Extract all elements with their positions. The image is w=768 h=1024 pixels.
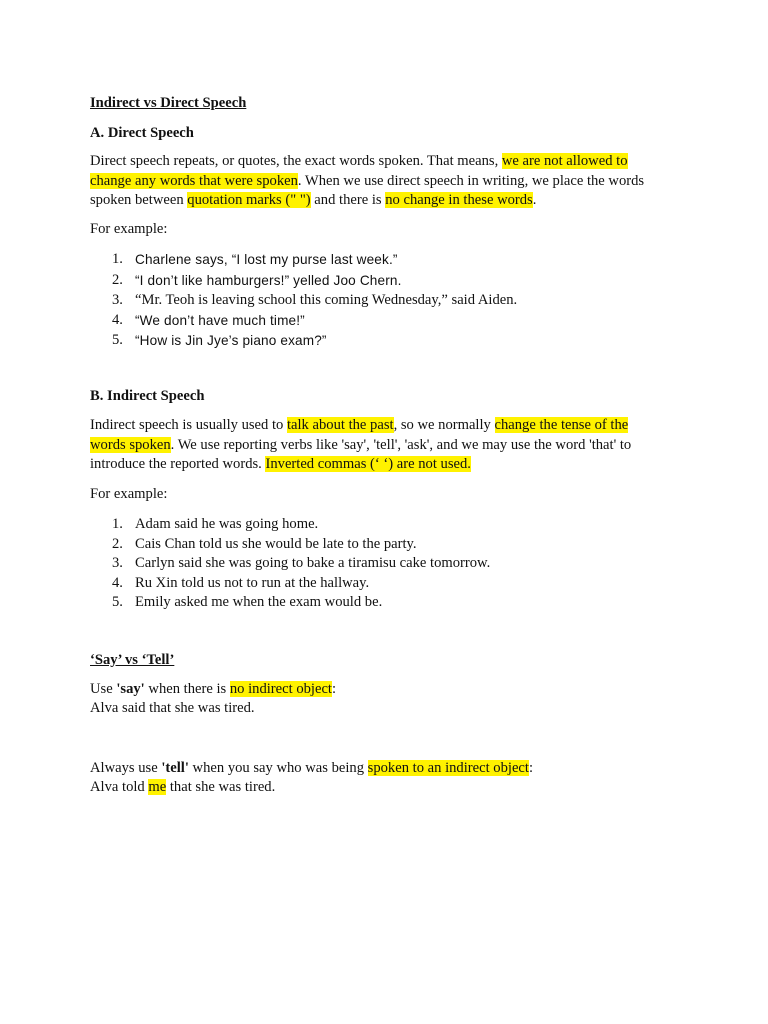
- text-span: and there is: [310, 192, 386, 208]
- highlight: change the tense of the: [494, 417, 629, 433]
- section-b-line-3: [90, 455, 660, 475]
- list-number: 1.: [112, 516, 123, 532]
- say-rule-line: [90, 680, 336, 700]
- text-span: Alva told: [90, 779, 149, 795]
- text-span: .: [532, 192, 537, 208]
- text-span: spoken between: [90, 192, 188, 208]
- list-item: [90, 574, 490, 594]
- text-span: Always use: [90, 760, 162, 776]
- list-item: [90, 593, 490, 613]
- text-span: that she was tired.: [166, 779, 276, 795]
- list-number: 5.: [112, 332, 123, 348]
- list-item: [90, 311, 517, 332]
- list-number: 5.: [112, 594, 123, 610]
- section-a-example-label: For example:: [90, 221, 168, 237]
- text-span: , so we normally: [393, 417, 495, 433]
- list-text: Emily asked me when the exam would be.: [135, 594, 383, 610]
- section-b-example-list: [90, 515, 490, 613]
- tell-rule-line: [90, 759, 533, 779]
- text-span: Indirect speech is usually used to: [90, 417, 287, 433]
- document-title: Indirect vs Direct Speech: [90, 95, 247, 111]
- list-number: 1.: [112, 251, 123, 267]
- section-a-paragraph: [90, 152, 660, 211]
- text-span: :: [331, 681, 337, 697]
- highlight: me: [148, 779, 167, 795]
- list-text: “Mr. Teoh is leaving school this coming Wednesday,” said Aiden.: [135, 292, 518, 308]
- section-b-line-2: [90, 436, 660, 456]
- text-span: :: [528, 760, 534, 776]
- list-text: Carlyn said she was going to bake a tiramisu cake tomorrow.: [135, 555, 491, 571]
- list-number: 3.: [112, 555, 123, 571]
- tell-example-line: [90, 778, 275, 798]
- list-item: [90, 535, 490, 555]
- section-b-heading: B. Indirect Speech: [90, 388, 205, 404]
- list-number: 3.: [112, 292, 123, 308]
- list-number: 4.: [112, 574, 123, 591]
- section-a-heading: A. Direct Speech: [90, 125, 194, 141]
- list-text: Cais Chan told us she would be late to the party.: [135, 535, 417, 552]
- list-item: [90, 331, 517, 352]
- section-a-line-3: [90, 191, 660, 211]
- highlight: Inverted commas (‘ ‘) are not used.: [265, 456, 471, 472]
- section-b-line-1: [90, 416, 660, 436]
- section-a-example-list: [90, 250, 517, 352]
- say-tell-heading: ‘Say’ vs ‘Tell’: [90, 652, 175, 668]
- section-b-example-label: For example:: [90, 486, 168, 502]
- list-number: 2.: [112, 271, 123, 288]
- highlight: spoken to an indirect object: [367, 760, 529, 776]
- text-span: . When we use direct speech in writing, we place the words: [297, 172, 645, 189]
- text-span: . We use reporting verbs like 'say', 'tell', 'ask', and we may use the word 'that' to: [170, 436, 632, 453]
- list-item: [90, 271, 517, 292]
- section-b-paragraph: [90, 416, 660, 475]
- list-text: Ru Xin told us not to run at the hallway.: [135, 574, 370, 591]
- text-span: Use: [90, 681, 117, 697]
- list-item: [90, 250, 517, 271]
- list-item: [90, 515, 490, 535]
- list-number: 2.: [112, 535, 123, 552]
- text-span: introduce the reported words.: [90, 456, 266, 472]
- highlight: talk about the past: [286, 417, 394, 433]
- highlight: no change in these words: [385, 192, 533, 208]
- list-number: 4.: [112, 311, 123, 328]
- highlight: quotation marks (" "): [187, 192, 311, 208]
- highlight: change any words that were spoken: [90, 172, 298, 189]
- section-a-line-2: [90, 172, 660, 192]
- keyword-say: 'say': [116, 681, 145, 697]
- say-example-line: Alva said that she was tired.: [90, 700, 255, 716]
- list-text: “How is Jin Jye’s piano exam?”: [135, 333, 327, 348]
- highlight: we are not allowed to: [501, 153, 628, 169]
- list-text: Adam said he was going home.: [135, 516, 319, 532]
- list-item: [90, 291, 517, 311]
- highlight: no indirect object: [229, 681, 332, 697]
- text-span: when you say who was being: [188, 760, 368, 776]
- section-a-line-1: [90, 152, 660, 172]
- list-text: “We don’t have much time!”: [135, 312, 305, 328]
- text-span: when there is: [144, 681, 230, 697]
- keyword-tell: 'tell': [161, 760, 189, 776]
- list-item: [90, 554, 490, 574]
- list-text: “I don’t like hamburgers!” yelled Joo Chern.: [135, 272, 402, 288]
- list-text: Charlene says, “I lost my purse last week.”: [135, 252, 398, 267]
- highlight: words spoken: [90, 436, 171, 453]
- text-span: Direct speech repeats, or quotes, the exact words spoken. That means,: [90, 153, 502, 169]
